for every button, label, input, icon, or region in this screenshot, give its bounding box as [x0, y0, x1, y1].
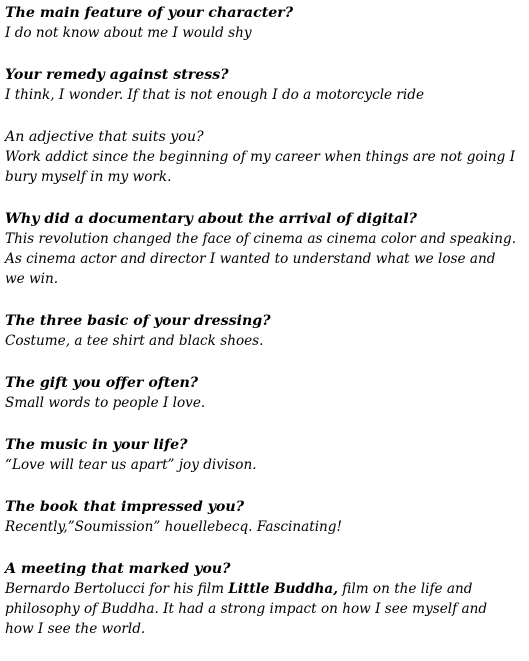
question-text: The gift you offer often? — [5, 375, 199, 391]
qa-item-meeting — [5, 559, 517, 639]
answer-text — [5, 579, 517, 639]
qa-item-documentary — [5, 209, 517, 289]
qa-item-character — [5, 3, 517, 43]
qa-item-book — [5, 497, 517, 537]
question-text: An adjective that suits you? — [5, 129, 204, 145]
answer-text: Costume, a tee shirt and black shoes. — [5, 333, 264, 349]
qa-item-music — [5, 435, 517, 475]
qa-item-adjective — [5, 127, 517, 187]
qa-item-gift — [5, 373, 517, 413]
film-title: Little Buddha, — [228, 581, 338, 597]
answer-text: This revolution changed the face of cinema as cinema color and speaking. As cinema actor and director I wanted to understand what we lose and we win. — [5, 231, 517, 287]
answer-text: I think, I wonder. If that is not enough I do a motorcycle ride — [5, 87, 425, 103]
answer-text: Work addict since the beginning of my career when things are not going I bury myself in my work. — [5, 149, 516, 185]
question-text: The music in your life? — [5, 437, 188, 453]
answer-text-start: Bernardo Bertolucci for his film — [5, 581, 229, 597]
question-text: The three basic of your dressing? — [5, 313, 271, 329]
answer-text-end: film on the life and philosophy of Buddha. It had a strong impact on how I see myself and how I see the world. — [5, 581, 488, 637]
qa-item-stress — [5, 65, 517, 105]
answer-text: Small words to people I love. — [5, 395, 206, 411]
qa-item-dressing — [5, 311, 517, 351]
answer-text: I do not know about me I would shy — [5, 25, 252, 41]
question-text: The main feature of your character? — [5, 5, 294, 21]
question-text: Your remedy against stress? — [5, 67, 229, 83]
interview-document — [5, 3, 517, 661]
question-text: A meeting that marked you? — [5, 561, 231, 577]
answer-text: Recently,”Soumission” houellebecq. Fascinating! — [5, 519, 342, 535]
question-text: The book that impressed you? — [5, 499, 245, 515]
question-text: Why did a documentary about the arrival of digital? — [5, 211, 417, 227]
answer-text: “Love will tear us apart” joy divison. — [5, 457, 257, 473]
